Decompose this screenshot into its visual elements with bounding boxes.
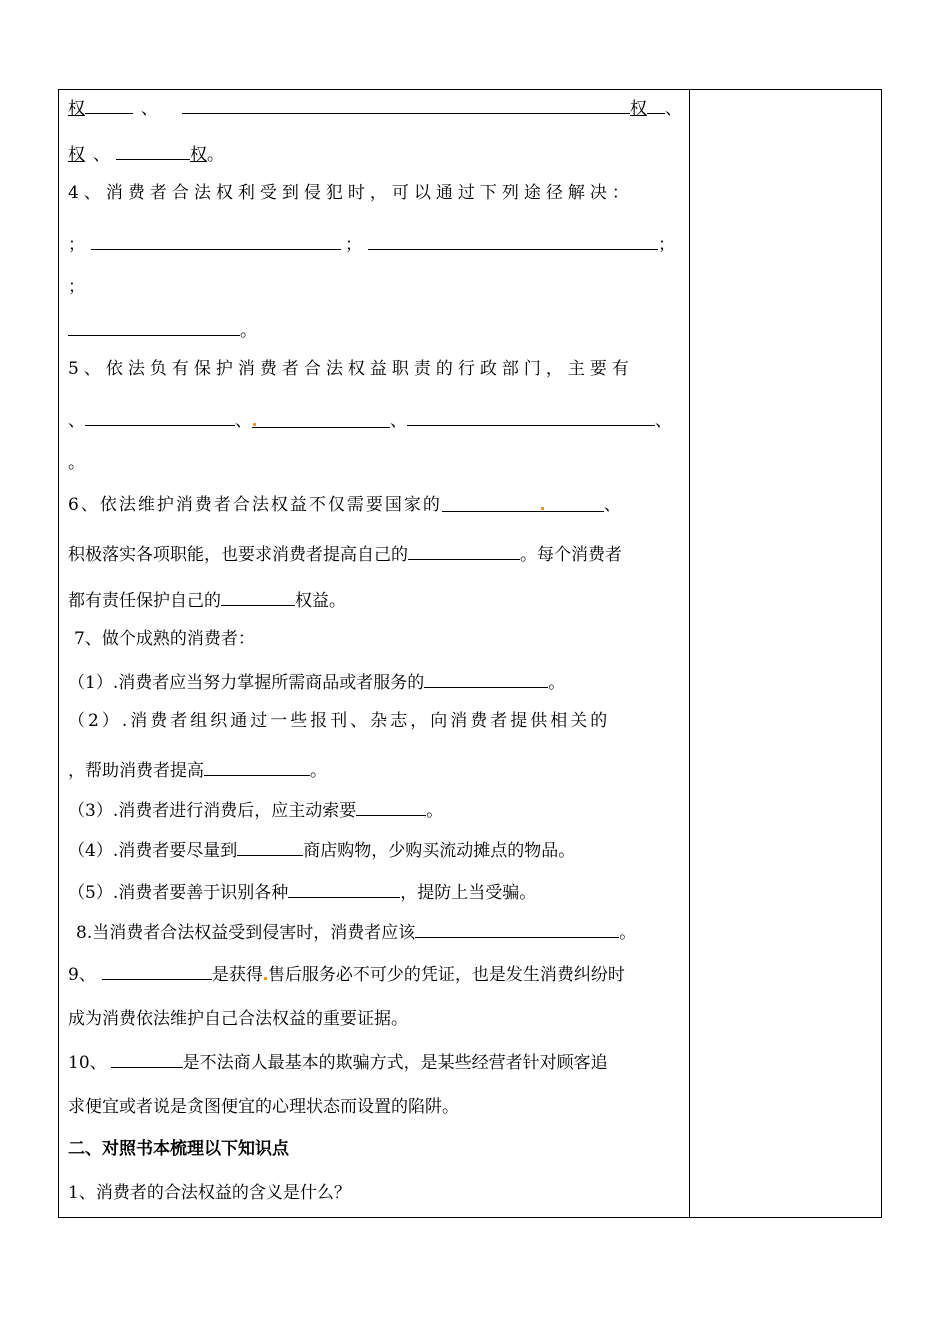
question-9 (68, 962, 682, 986)
text: ，帮助消费者提高 (68, 761, 204, 781)
line-rights-1 (68, 96, 682, 120)
text: 。 (207, 145, 224, 165)
blank (415, 920, 619, 938)
text: ，提防上当受骗。 (400, 883, 537, 903)
blank (221, 588, 295, 606)
text: ； (658, 235, 675, 255)
blank (408, 542, 520, 560)
text: 。 (240, 321, 257, 341)
text: 。 (619, 923, 637, 943)
text: 权 (190, 145, 207, 165)
text: 、 (603, 495, 621, 515)
text: 、 (655, 411, 672, 431)
text: 权 (630, 99, 647, 119)
line-q7-4 (68, 838, 682, 862)
line-q4-end (68, 318, 682, 342)
text: 6、依法维护消费者合法权益不仅需要国家的 (68, 495, 442, 515)
blank (102, 962, 212, 980)
section-heading: 二、对照书本梳理以下知识点 (68, 1139, 289, 1159)
text: 权 (68, 145, 85, 165)
blank (368, 232, 658, 250)
blank (111, 1050, 183, 1068)
blank (252, 410, 390, 428)
text: ； (345, 235, 362, 255)
text: 。每个消费者 (520, 545, 622, 565)
line-q7-3 (68, 798, 682, 822)
text: 、 (665, 99, 682, 119)
text: 都有责任保护自己的 (68, 591, 221, 611)
text: 、 (68, 411, 85, 431)
blank (68, 318, 240, 336)
question-10 (68, 1050, 682, 1074)
question-7: 7、做个成熟的消费者： (74, 629, 255, 649)
text: 是获得 (211, 965, 263, 985)
question-5: 5、依法负有保护消费者合法权益职责的行政部门，主要有 (68, 359, 634, 379)
text: 、 (93, 145, 110, 165)
line-q7-5 (68, 880, 682, 904)
blank (182, 96, 630, 114)
text: （1）.消费者应当努力掌握所需商品或者服务的 (68, 673, 425, 693)
question-4: 4、消费者合法权利受到侵犯时，可以通过下列途径解决： (68, 183, 634, 203)
line-q6-3 (68, 588, 682, 612)
line-q9-2: 成为消费依法维护自己合法权益的重要证据。 (68, 1009, 408, 1029)
text: 。 (548, 673, 566, 693)
question-8 (76, 920, 690, 944)
blank (116, 142, 190, 160)
blank (442, 494, 604, 512)
text: 积极落实各项职能，也要求消费者提高自己的 (68, 545, 408, 565)
blank (204, 758, 310, 776)
line-q6-2 (68, 542, 682, 566)
blank (647, 96, 665, 114)
text: 、 (390, 411, 407, 431)
text: 、 (141, 99, 158, 119)
blank (288, 880, 400, 898)
mark-dot (541, 507, 544, 510)
line-q4-blanks (68, 232, 682, 256)
text: 、 (235, 411, 252, 431)
blank (407, 408, 655, 426)
text: ； (68, 277, 85, 297)
line-q5-end (68, 452, 682, 474)
text: 权 (68, 99, 85, 119)
text: ； (68, 235, 85, 255)
text: 权益。 (295, 591, 346, 611)
text: 。 (310, 761, 327, 781)
line-rights-2 (68, 142, 682, 166)
column-divider (689, 89, 690, 1218)
line-q5-blanks (68, 408, 682, 432)
line-q7-2: （2）.消费者组织通过一些报刊、杂志，向消费者提供相关的 (68, 711, 611, 731)
text: （5）.消费者要善于识别各种 (68, 883, 289, 903)
blank (356, 798, 426, 816)
blank (237, 838, 303, 856)
text: 。 (68, 453, 85, 473)
text: 售后服务必不可少的凭证，也是发生消费纠纷时 (267, 965, 625, 985)
text: 10、 (68, 1053, 107, 1073)
worksheet-table (58, 89, 882, 1218)
line-q4-semicolon (68, 276, 682, 298)
line-q10-2: 求便宜或者说是贪图便宜的心理状态而设置的陷阱。 (68, 1097, 459, 1117)
text: 8.当消费者合法权益受到侵害时，消费者应该 (76, 923, 416, 943)
mark-dot (253, 423, 256, 426)
text: 9、 (68, 965, 96, 985)
text: （3）.消费者进行消费后，应主动索要 (68, 801, 357, 821)
text: （4）.消费者要尽量到 (68, 841, 238, 861)
text: 是不法商人最基本的欺骗方式，是某些经营者针对顾客追 (182, 1053, 608, 1073)
blank (91, 232, 341, 250)
blank (85, 96, 133, 114)
text: 。 (426, 801, 444, 821)
blank (424, 670, 548, 688)
line-q7-2b (68, 758, 682, 782)
question-part2-1: 1、消费者的合法权益的含义是什么？ (68, 1183, 351, 1203)
line-q7-1 (68, 670, 682, 694)
question-6 (68, 494, 682, 516)
blank (85, 408, 235, 426)
mark-dot (264, 977, 267, 980)
text: 商店购物，少购买流动摊点的物品。 (303, 841, 576, 861)
